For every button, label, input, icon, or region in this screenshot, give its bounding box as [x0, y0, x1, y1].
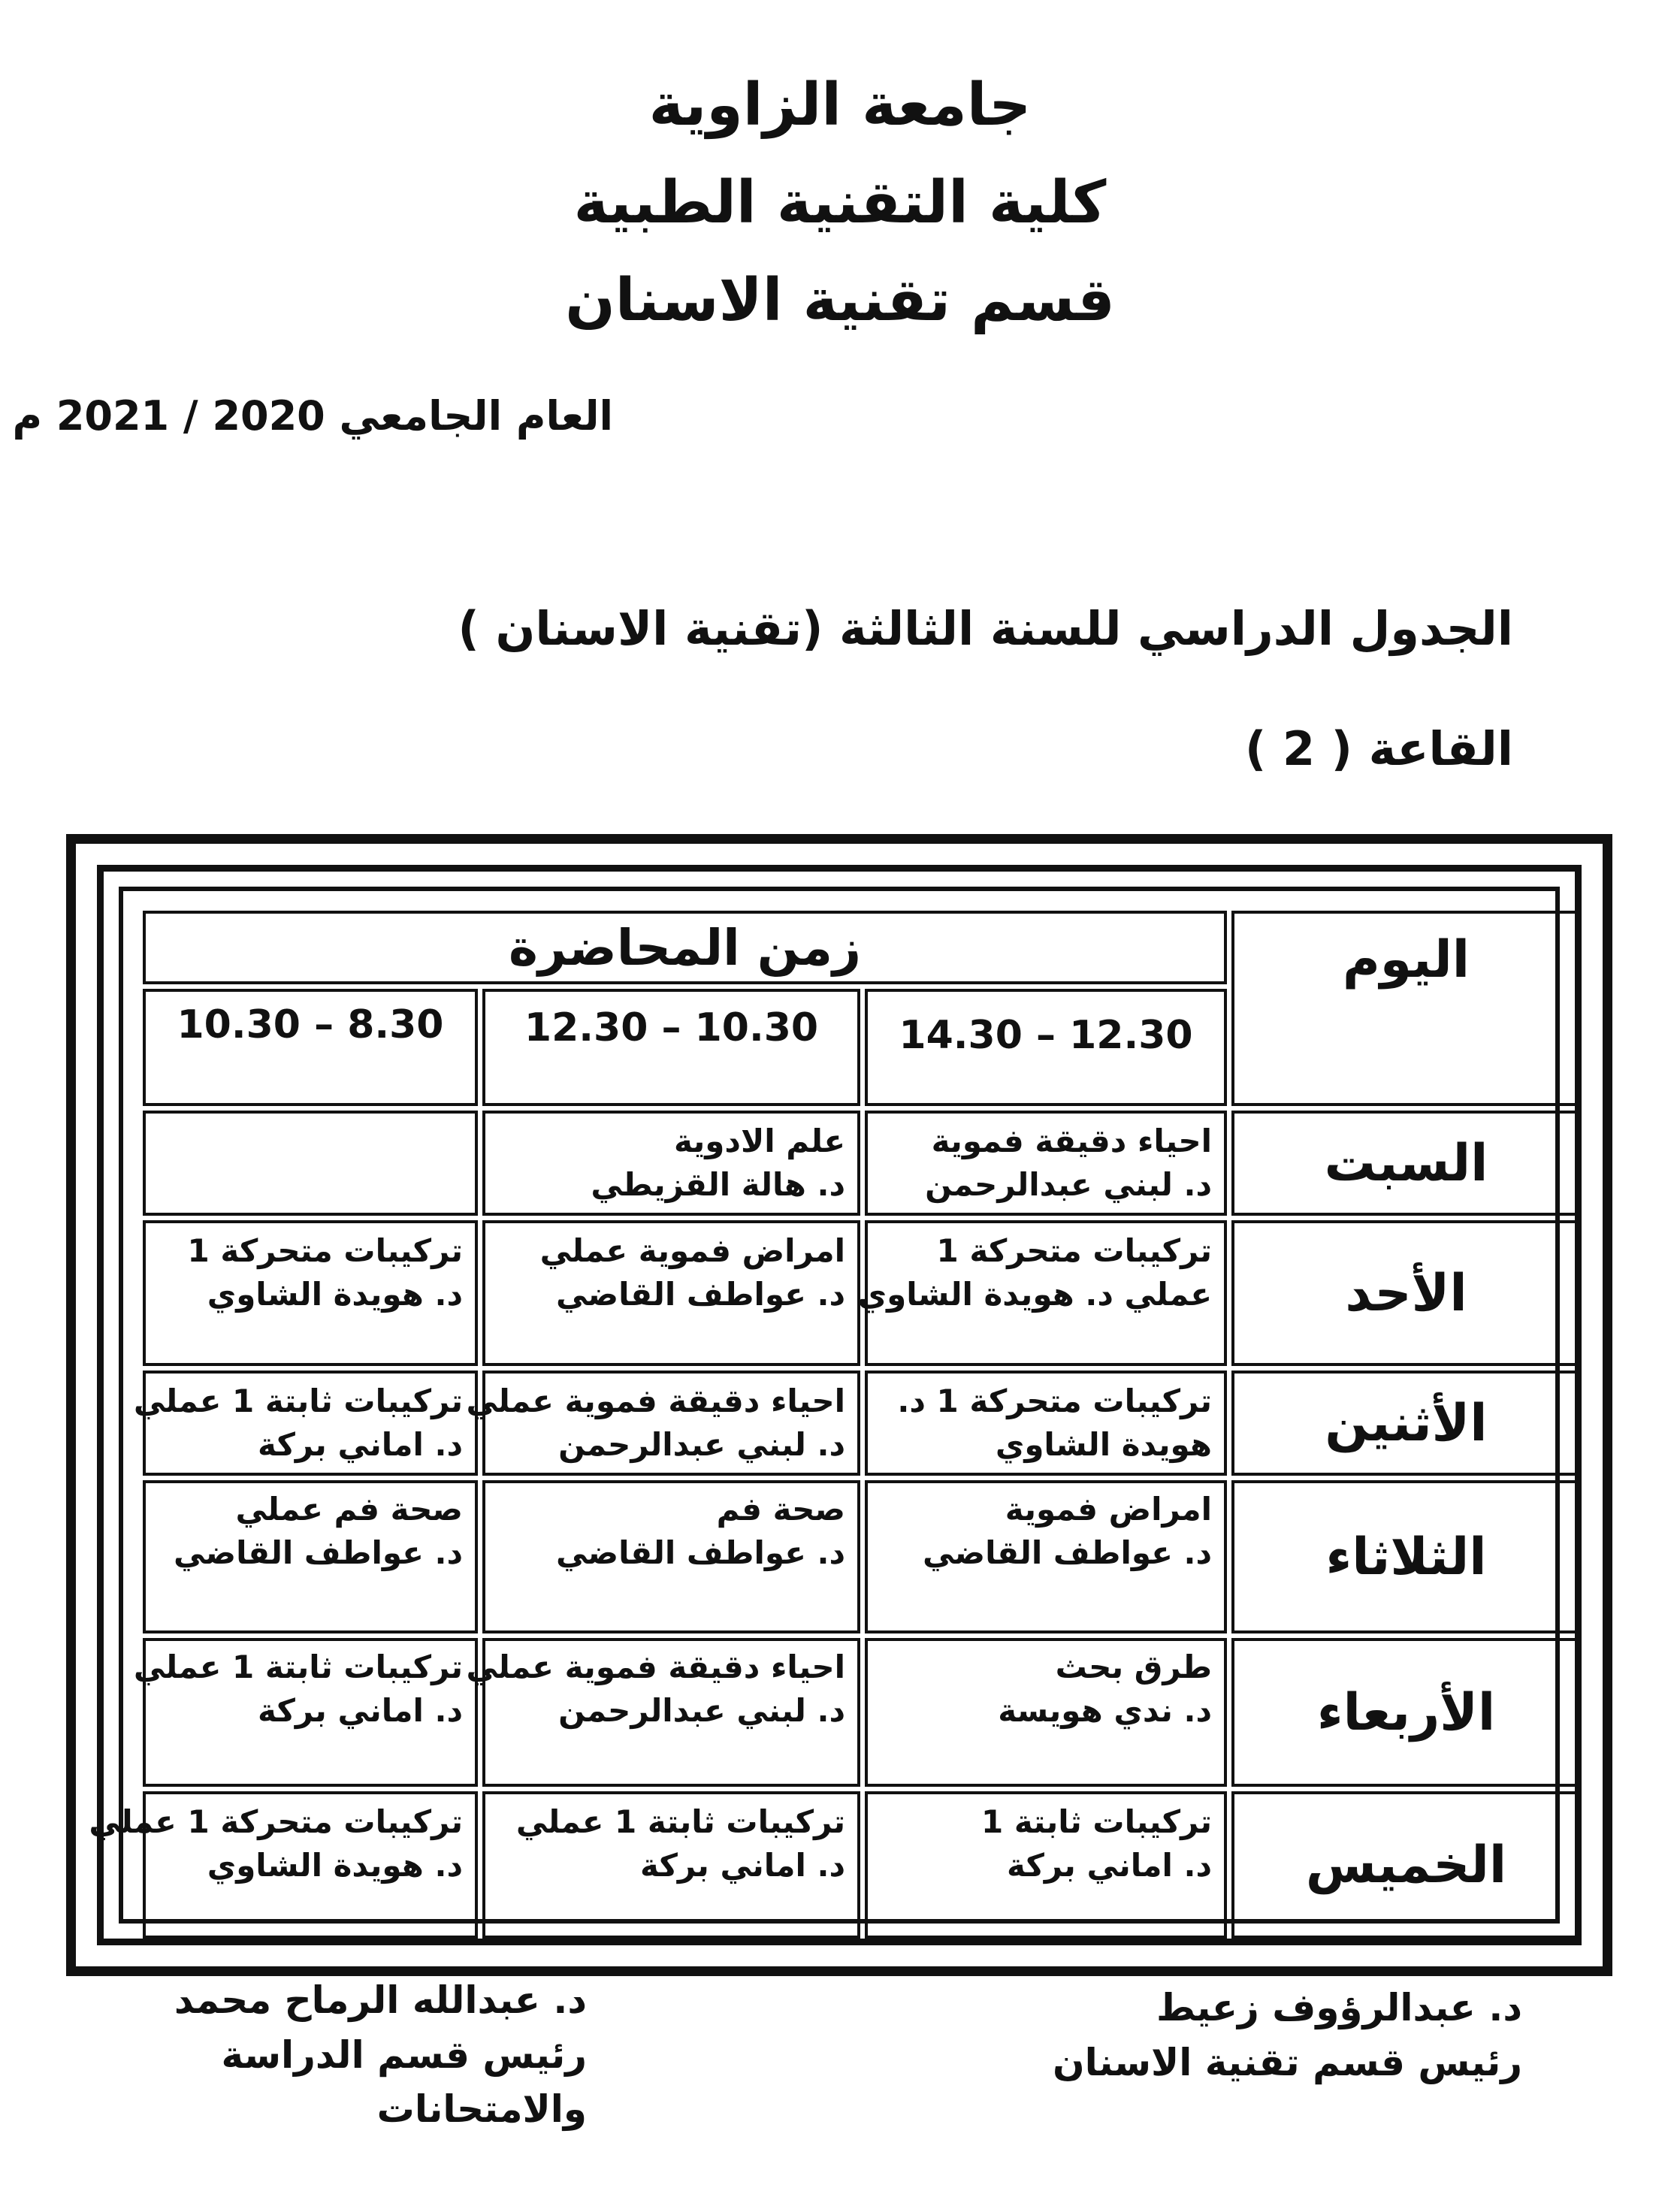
subject: تركيبات ثابتة 1 عملي	[515, 1803, 846, 1840]
subject: احياء دقيقة فموية عملي	[466, 1649, 846, 1685]
signature-block-left	[0, 1973, 587, 2137]
schedule-cell	[143, 1480, 478, 1633]
schedule-cell	[865, 1371, 1227, 1476]
signature-block-right	[1053, 1981, 1522, 2090]
subject: احياء دقيقة فموية عملي	[466, 1383, 846, 1420]
subject: صحة فم	[716, 1491, 846, 1528]
schedule-cell	[133, 1638, 478, 1787]
schedule-cell	[482, 1111, 860, 1216]
schedule-cell	[143, 1111, 478, 1216]
table-row	[143, 1791, 1581, 1939]
teacher: د. هالة القزيطي	[591, 1166, 846, 1203]
schedule-cell	[482, 1791, 860, 1939]
teacher: د. عواطف القاضي	[556, 1275, 846, 1313]
subject: امراض فموية	[1005, 1491, 1213, 1528]
teacher: هويدة الشاوي	[995, 1426, 1213, 1463]
university-name: جامعة الزاوية	[648, 71, 1032, 139]
subject: تركيبات ثابتة 1 عملي	[133, 1649, 464, 1685]
day-name: الثلاثاء	[1231, 1480, 1581, 1633]
day-name: الأثنين	[1231, 1371, 1581, 1476]
schedule-cell	[466, 1638, 860, 1787]
subject: تركيبات متحركة 1	[187, 1232, 464, 1269]
teacher: د. اماني بركة	[1007, 1846, 1213, 1884]
time-slot: 12.30 – 10.30	[482, 989, 860, 1106]
schedule-cell	[133, 1371, 478, 1476]
teacher: د. لبني عبدالرحمن	[558, 1691, 846, 1729]
schedule-cell	[482, 1480, 860, 1633]
schedule-cell	[857, 1220, 1227, 1366]
day-column-header: اليوم	[1231, 911, 1581, 1106]
time-slot: 14.30 – 12.30	[865, 989, 1227, 1106]
table-row	[143, 1111, 1581, 1216]
schedule-cell	[865, 1480, 1227, 1633]
schedule-cell	[865, 1791, 1227, 1939]
subject: علم الادوية	[674, 1123, 846, 1160]
day-name: السبت	[1231, 1111, 1581, 1216]
signatory-name: د. عبدالرؤوف زعيط	[1156, 1986, 1522, 2029]
academic-year: العام الجامعي 2020 / 2021 م	[12, 392, 613, 440]
subject: تركيبات متحركة 1	[936, 1232, 1213, 1269]
subject: امراض فموية عملي	[539, 1232, 846, 1269]
schedule-cell	[865, 1638, 1227, 1787]
teacher: د. ندي هويسة	[998, 1691, 1213, 1729]
subject: طرق بحث	[1055, 1649, 1213, 1685]
table-row	[143, 1638, 1581, 1787]
day-name: الخميس	[1231, 1791, 1581, 1939]
schedule-cell	[482, 1220, 860, 1366]
hall-number: القاعة ( 2 )	[1245, 721, 1513, 776]
subject: تركيبات متحركة 1 د.	[897, 1383, 1213, 1420]
time-slot: 10.30 – 8.30	[143, 989, 478, 1106]
schedule-cell	[865, 1111, 1227, 1216]
teacher: د. لبني عبدالرحمن	[925, 1166, 1213, 1203]
teacher: عملي د. هويدة الشاوي	[857, 1275, 1213, 1313]
schedule-table	[89, 906, 1585, 1943]
table-row	[143, 1220, 1581, 1366]
teacher: د. عواطف القاضي	[556, 1534, 846, 1571]
subject: تركيبات ثابتة 1 عملي	[133, 1383, 464, 1420]
schedule-frame	[66, 834, 1612, 1976]
lecture-time-header: زمن المحاضرة	[143, 911, 1227, 984]
day-name: الأربعاء	[1231, 1638, 1581, 1787]
faculty-name: كلية التقنية الطبية	[573, 169, 1107, 237]
day-name: الأحد	[1231, 1220, 1581, 1366]
department-name: قسم تقنية الاسنان	[565, 267, 1115, 334]
subject: صحة فم عملي	[235, 1491, 464, 1528]
schedule-title: الجدول الدراسي للسنة الثالثة (تقنية الاسنان )	[458, 601, 1513, 656]
teacher: د. عواطف القاضي	[923, 1534, 1213, 1571]
table-row	[143, 1371, 1581, 1476]
teacher: د. اماني بركة	[258, 1426, 464, 1463]
teacher: د. اماني بركة	[258, 1691, 464, 1729]
table-row	[143, 1480, 1581, 1633]
teacher: د. اماني بركة	[640, 1846, 846, 1884]
signatory-name: د. عبدالله الرماح محمد	[174, 1978, 587, 2022]
signatory-title: رئيس قسم الدراسة والامتحانات	[221, 2032, 587, 2131]
teacher: د. هويدة الشاوي	[207, 1846, 464, 1884]
schedule-cell	[143, 1220, 478, 1366]
schedule-cell	[89, 1791, 478, 1939]
teacher: د. عواطف القاضي	[174, 1534, 464, 1571]
teacher: د. هويدة الشاوي	[207, 1275, 464, 1313]
teacher: د. لبني عبدالرحمن	[558, 1426, 846, 1463]
subject: تركيبات متحركة 1 عملي	[89, 1803, 464, 1840]
subject: تركيبات ثابتة 1	[981, 1803, 1213, 1840]
schedule-cell	[466, 1371, 860, 1476]
signatory-title: رئيس قسم تقنية الاسنان	[1053, 2040, 1522, 2084]
subject: احياء دقيقة فموية	[931, 1123, 1213, 1160]
